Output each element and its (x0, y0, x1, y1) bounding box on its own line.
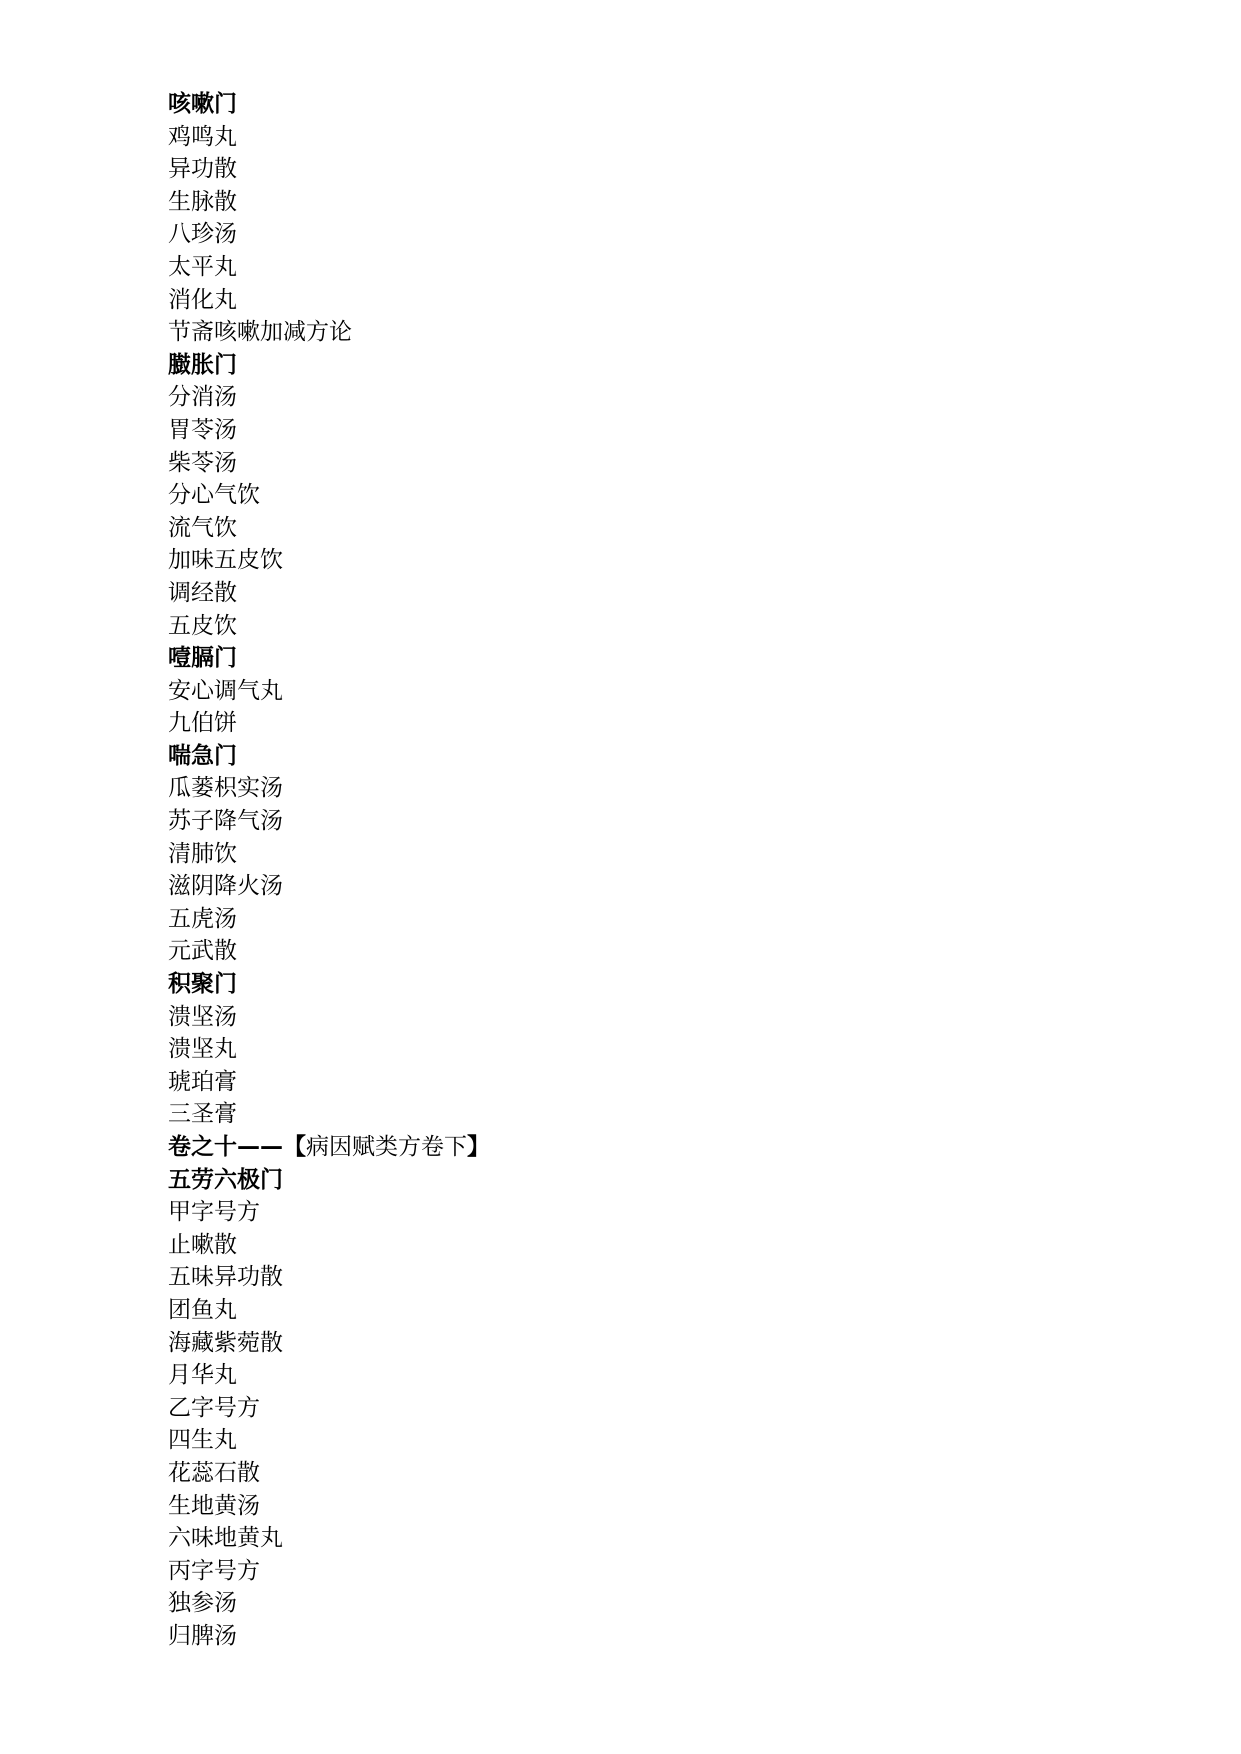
volume-close-bracket: 】 (467, 1134, 490, 1160)
prescription-item: 甲字号方 (168, 1199, 260, 1226)
prescription-item: 元武散 (168, 938, 237, 965)
section-heading: 喘急门 (168, 742, 237, 769)
prescription-item: 归脾汤 (168, 1622, 237, 1649)
volume-title: 病因赋类方卷下 (306, 1134, 467, 1160)
section-heading: 臌胀门 (168, 351, 237, 378)
prescription-item: 安心调气丸 (168, 677, 283, 704)
volume-open-bracket: 【 (283, 1134, 306, 1160)
prescription-item: 五虎汤 (168, 905, 237, 932)
prescription-item: 流气饮 (168, 514, 237, 541)
prescription-item: 海藏紫菀散 (168, 1329, 283, 1356)
prescription-item: 滋阴降火汤 (168, 873, 283, 900)
prescription-item: 调经散 (168, 579, 237, 606)
prescription-item: 丙字号方 (168, 1557, 260, 1584)
prescription-item: 五味异功散 (168, 1264, 283, 1291)
prescription-item: 柴苓汤 (168, 449, 237, 476)
toc-part-2 (168, 1164, 1168, 1653)
prescription-item: 独参汤 (168, 1590, 237, 1617)
prescription-item: 清肺饮 (168, 840, 237, 867)
prescription-item: 异功散 (168, 156, 237, 183)
prescription-item: 花蕊石散 (168, 1459, 260, 1486)
prescription-item: 团鱼丸 (168, 1296, 237, 1323)
prescription-item: 节斋咳嗽加减方论 (168, 319, 352, 346)
volume-heading (168, 1131, 1168, 1164)
section-heading: 噎膈门 (168, 645, 237, 672)
section-heading: 五劳六极门 (168, 1166, 283, 1193)
prescription-item: 分消汤 (168, 384, 237, 411)
prescription-item: 苏子降气汤 (168, 808, 283, 835)
section-heading: 咳嗽门 (168, 91, 237, 117)
prescription-item: 生脉散 (168, 188, 237, 215)
prescription-item: 四生丸 (168, 1427, 237, 1454)
prescription-item: 溃坚汤 (168, 1003, 237, 1030)
prescription-item: 六味地黄丸 (168, 1525, 283, 1552)
toc-part-1 (168, 88, 1168, 1131)
prescription-item: 乙字号方 (168, 1394, 260, 1421)
prescription-item: 三圣膏 (168, 1101, 237, 1128)
prescription-item: 生地黄汤 (168, 1492, 260, 1519)
volume-prefix: 卷之十—— (168, 1134, 283, 1160)
prescription-item: 分心气饮 (168, 482, 260, 509)
prescription-item: 止嗽散 (168, 1231, 237, 1258)
prescription-item: 五皮饮 (168, 612, 237, 639)
prescription-item: 琥珀膏 (168, 1068, 237, 1095)
prescription-item: 八珍汤 (168, 221, 237, 248)
prescription-item: 鸡鸣丸 (168, 123, 237, 150)
prescription-item: 消化丸 (168, 286, 237, 313)
prescription-item: 溃坚丸 (168, 1036, 237, 1063)
section-heading: 积聚门 (168, 971, 237, 998)
prescription-item: 瓜蒌枳实汤 (168, 775, 283, 802)
prescription-item: 月华丸 (168, 1362, 237, 1389)
prescription-item: 九伯饼 (168, 710, 237, 737)
document-page (168, 88, 1168, 1653)
prescription-item: 太平丸 (168, 253, 237, 280)
prescription-item: 加味五皮饮 (168, 547, 283, 574)
prescription-item: 胃苓汤 (168, 416, 237, 443)
